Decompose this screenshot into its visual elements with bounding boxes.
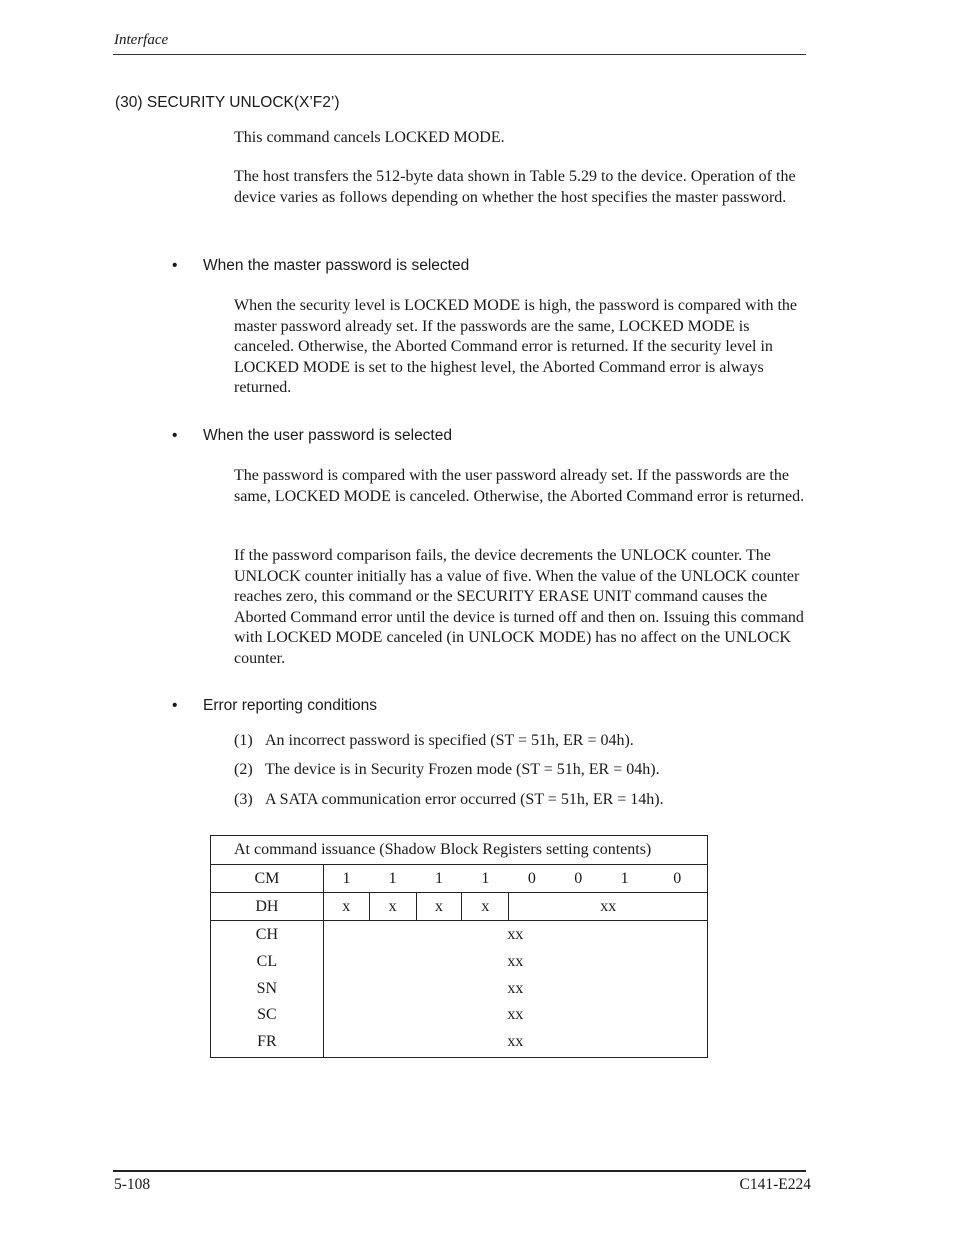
- page-number: 5-108: [114, 1176, 151, 1193]
- user-password-paragraph-2: If the password comparison fails, the device decrements the UNLOCK counter. The UNLOCK counter initially has a value of five. When the value of the UNLOCK counter reaches zero, this command or the SECURITY ERASE UNIT command causes the Aborted Command error until the device is turned off and then on. Issuing this command with LOCKED MODE canceled (in UNLOCK MODE) has no affect on the UNLOCK counter.: [234, 547, 804, 667]
- bullet-master-password: [172, 257, 469, 275]
- document-code: C141-E224: [739, 1176, 811, 1193]
- list-number: (1): [234, 732, 253, 749]
- register-label: SN: [256, 979, 278, 997]
- bullet-dot: •: [172, 697, 178, 714]
- list-number: (3): [234, 791, 253, 808]
- register-value: xx: [507, 926, 524, 943]
- user-password-paragraph-1: The password is compared with the user password already set. If the passwords are the same, LOCKED MODE is canceled. Otherwise, the Aborted Command error is returned.: [234, 467, 805, 505]
- page-header: Interface: [114, 32, 169, 48]
- table-header-row: [211, 836, 708, 865]
- list-text: A SATA communication error occurred (ST = 51h, ER = 14h).: [265, 791, 664, 808]
- table-caption: At command issuance (Shadow Block Registers setting contents): [211, 836, 708, 865]
- register-value: xx: [507, 952, 524, 970]
- list-number: (2): [234, 761, 253, 778]
- cm-label: CM: [211, 865, 324, 893]
- register-values: [323, 921, 707, 1058]
- footer-rule: [113, 1170, 806, 1172]
- dh-bit: x: [323, 893, 369, 921]
- bullet-user-password: [172, 427, 452, 445]
- dh-bit: x: [462, 893, 509, 921]
- list-text: The device is in Security Frozen mode (ST = 51h, ER = 04h).: [265, 761, 660, 778]
- register-labels: [211, 921, 324, 1058]
- register-table: [210, 835, 708, 1058]
- dh-bit: x: [416, 893, 462, 921]
- header-rule: [113, 54, 806, 55]
- cm-bit: 0: [555, 865, 602, 893]
- cm-bit: 1: [416, 865, 462, 893]
- error-condition-1: [234, 732, 634, 750]
- register-label: CH: [255, 926, 278, 943]
- cm-row: [211, 865, 708, 893]
- cm-bit: 1: [369, 865, 416, 893]
- master-password-paragraph: When the security level is LOCKED MODE is high, the password is compared with the master password already set. If the passwords are the same, LOCKED MODE is canceled. Otherwise, the Aborted Command error is returned. If the security level in LOCKED MODE is set to the highest level, the Aborted Command error is always returned.: [234, 297, 797, 396]
- bullet-label: When the master password is selected: [203, 257, 470, 274]
- register-label: CL: [256, 952, 278, 970]
- cm-bit: 0: [509, 865, 555, 893]
- cm-bit: 1: [602, 865, 648, 893]
- dh-row: [211, 893, 708, 921]
- bullet-label: Error reporting conditions: [203, 697, 378, 714]
- cm-bit: 0: [648, 865, 708, 893]
- register-label: SC: [257, 1006, 277, 1024]
- register-value: xx: [507, 1006, 524, 1024]
- section-title: (30) SECURITY UNLOCK(X’F2’): [115, 94, 340, 111]
- cm-bit: 1: [323, 865, 369, 893]
- dh-label: DH: [211, 893, 324, 921]
- intro-paragraph-1: This command cancels LOCKED MODE.: [234, 129, 505, 146]
- register-value: xx: [507, 1033, 524, 1051]
- bullet-error-reporting: [172, 697, 377, 715]
- dh-rest: xx: [509, 893, 708, 921]
- register-label: FR: [257, 1033, 277, 1051]
- bullet-dot: •: [172, 427, 178, 444]
- error-condition-2: [234, 761, 660, 779]
- register-value: xx: [507, 979, 524, 997]
- other-registers-row: [211, 921, 708, 1058]
- cm-bit: 1: [462, 865, 509, 893]
- intro-paragraph-2: The host transfers the 512-byte data shown in Table 5.29 to the device. Operation of the device varies as follows depending on whether the host specifies the master password.: [234, 168, 796, 206]
- bullet-dot: •: [172, 257, 178, 274]
- bullet-label: When the user password is selected: [203, 427, 452, 444]
- dh-bit: x: [369, 893, 416, 921]
- error-condition-3: [234, 791, 664, 809]
- list-text: An incorrect password is specified (ST = 51h, ER = 04h).: [265, 732, 634, 749]
